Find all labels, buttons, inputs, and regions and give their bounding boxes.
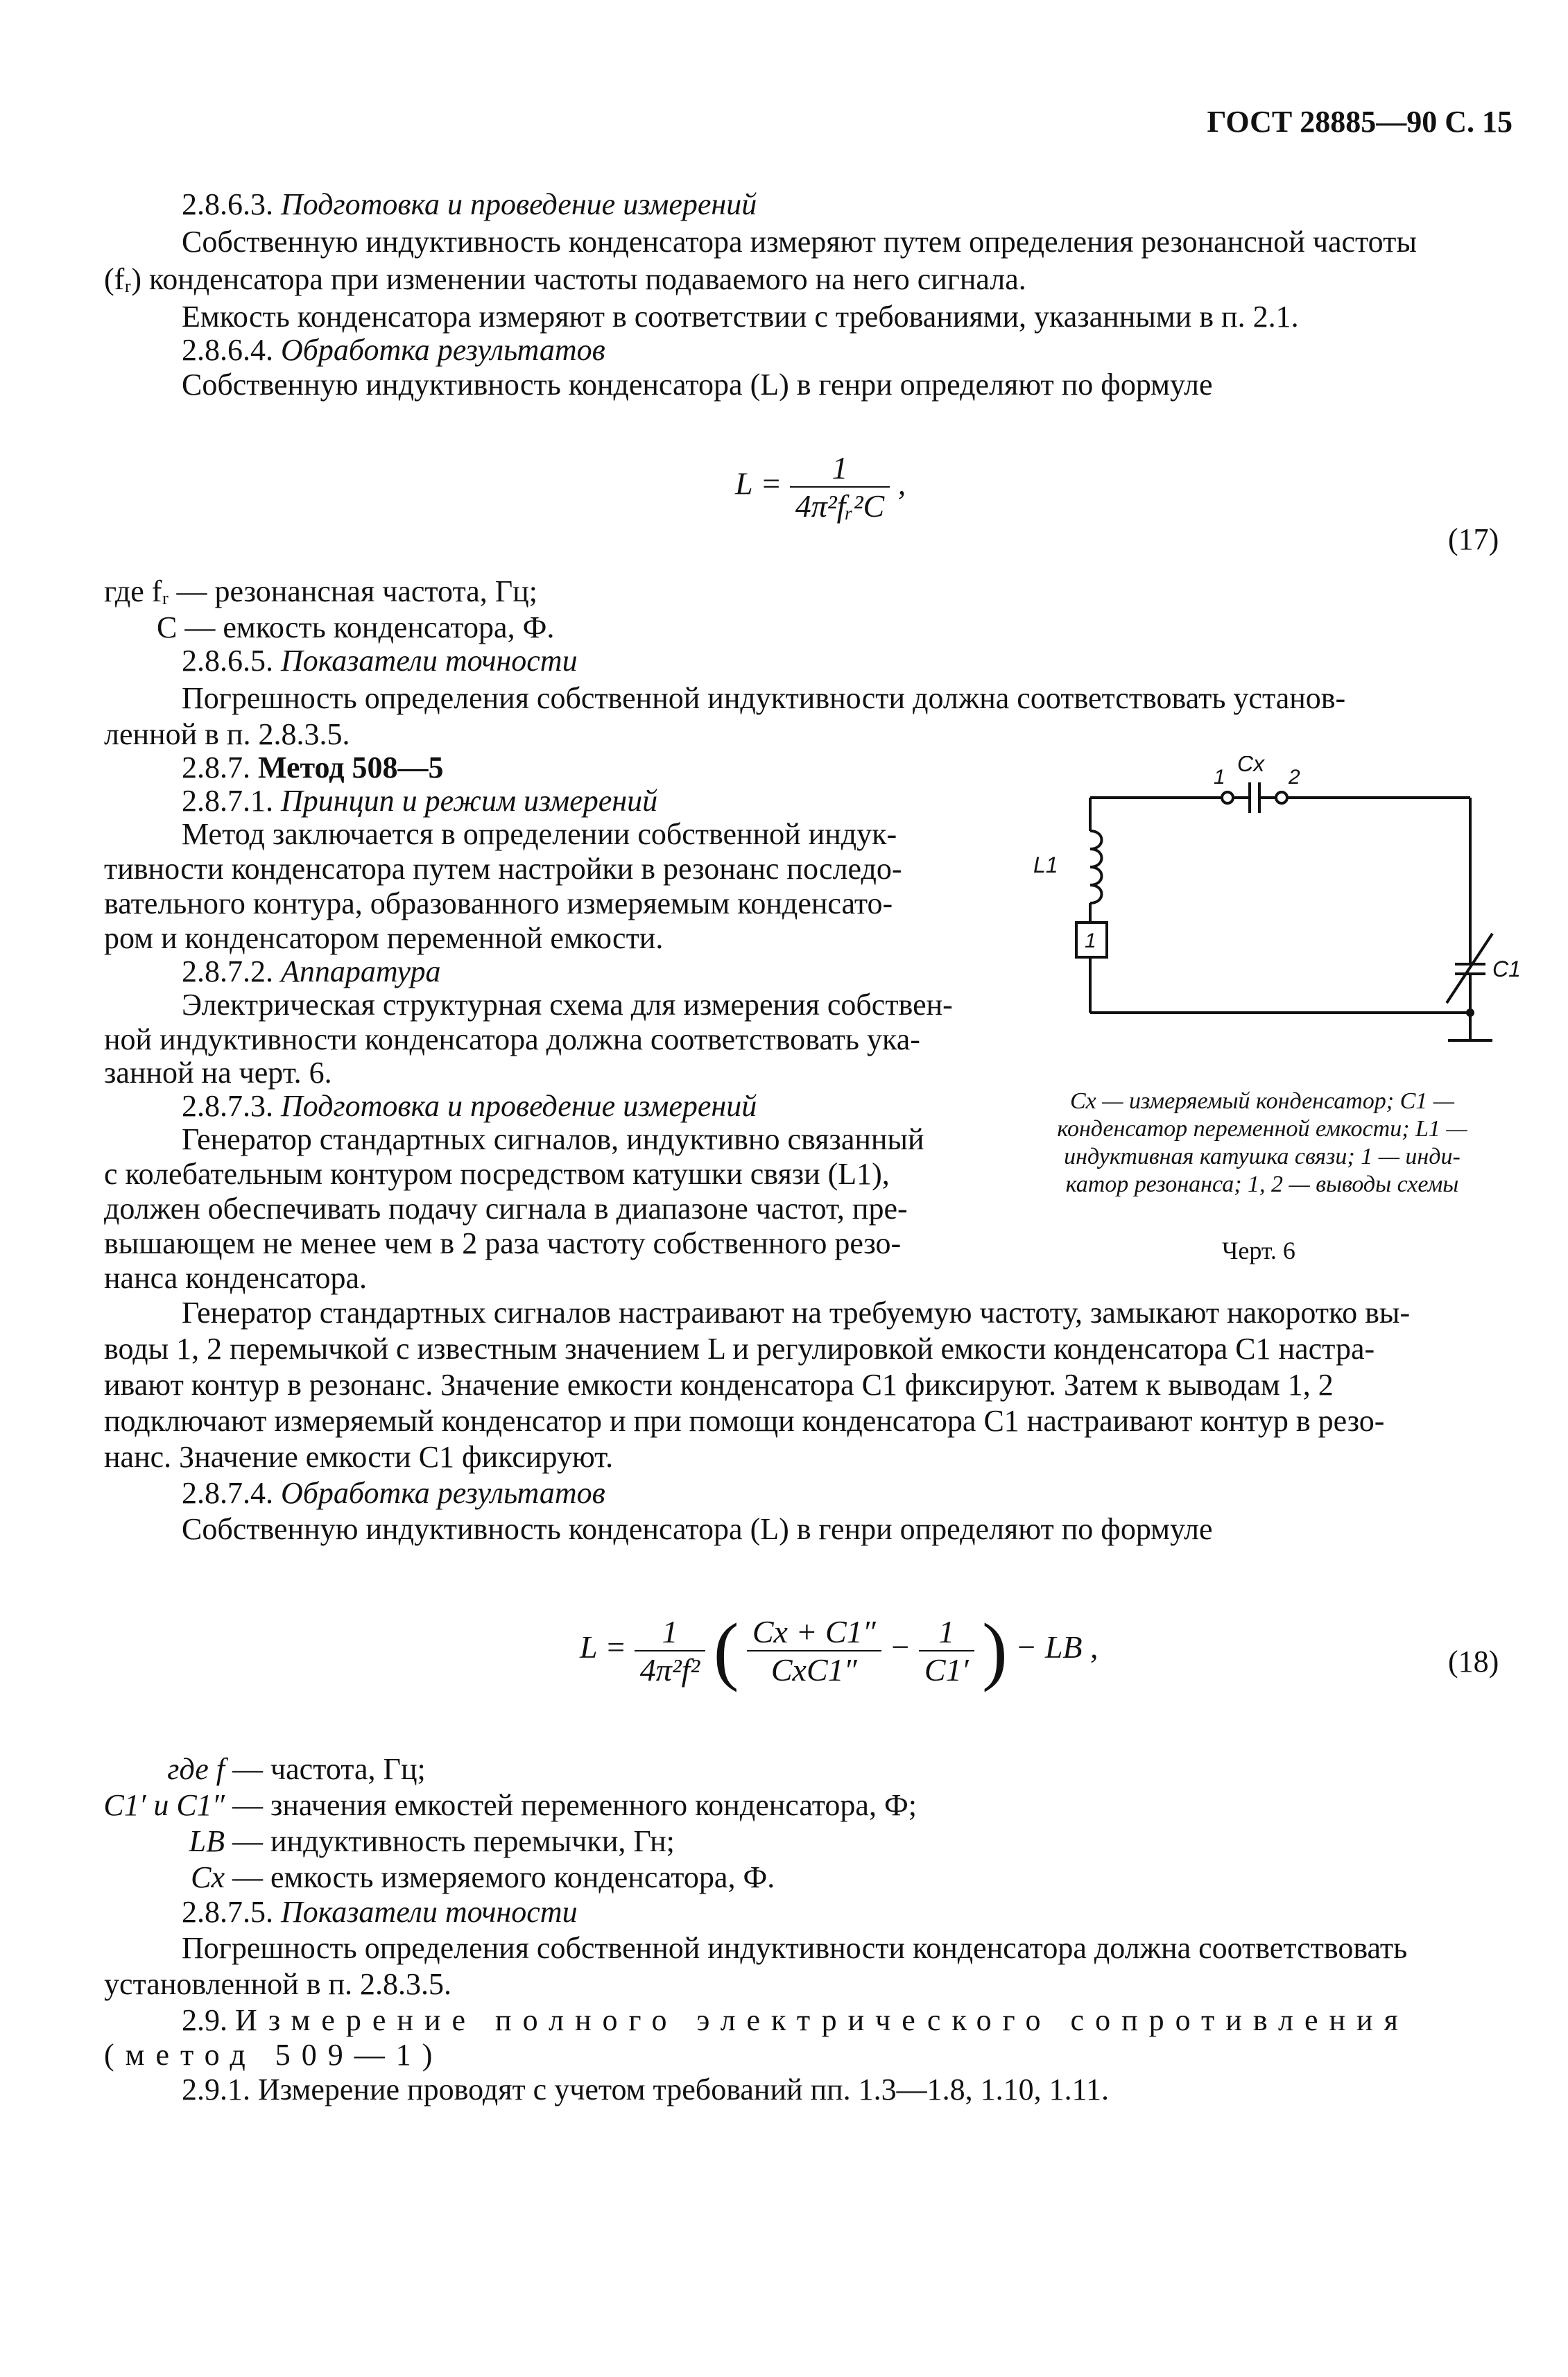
where-definition: — емкость измеряемого конденсатора, Ф. (232, 1860, 775, 1894)
fraction-numerator: 1 (919, 1613, 974, 1651)
formula-18 (580, 1606, 1099, 1694)
fraction-denominator: 4π²f² (639, 1651, 700, 1688)
section-number: 2.8.7.4. (182, 1476, 281, 1510)
equation-number-17: (17) (1448, 522, 1499, 556)
paragraph-line: нанс. Значение емкости C1 фиксируют. (104, 1440, 614, 1474)
paren-open: ( (713, 1608, 739, 1692)
section-number: 2.8.7.2. (182, 954, 281, 988)
section-subtitle: (метод 509—1) (104, 2038, 444, 2072)
section-heading-2-8-7-3 (182, 1088, 757, 1125)
paragraph-line: с колебательным контуром посредством катушки связи (L1), (104, 1157, 890, 1191)
formula-fraction (790, 449, 890, 524)
where-symbol: где f (167, 1752, 225, 1786)
equation-number-18: (18) (1448, 1645, 1499, 1679)
fraction-numerator: Cx + C1″ (747, 1613, 881, 1651)
section-number: 2.8.6.5. (182, 644, 281, 678)
paragraph-line: ром и конденсатором переменной емкости. (104, 921, 664, 955)
paragraph-line: Погрешность определения собственной индуктивности конденсатора должна соответствовать (182, 1931, 1408, 1965)
circuit-diagram (1026, 756, 1526, 1061)
paragraph-line: Метод заключается в определении собственной индук- (182, 817, 897, 851)
label-indicator: 1 (1085, 929, 1096, 952)
section-number: 2.8.7.5. (182, 1895, 281, 1929)
section-heading-2-9 (182, 2002, 1409, 2039)
paragraph-line: ной индуктивности конденсатора должна соответствовать ука- (104, 1022, 920, 1056)
paragraph-line: (fᵣ) конденсатора при изменении частоты подаваемого на него сигнала. (104, 262, 1026, 296)
section-heading-2-8-7-5 (182, 1894, 578, 1931)
caption-line: Cx — измеряемый конденсатор; C1 — (1069, 1088, 1455, 1114)
section-heading-2-8-6-4 (182, 332, 605, 369)
formula-17 (735, 449, 906, 524)
section-number: 2.9. (182, 2003, 227, 2037)
label-c1: C1 (1492, 956, 1521, 981)
paragraph-line: 2.9.1. Измерение проводят с учетом требований пп. 1.3—1.8, 1.10, 1.11. (182, 2073, 1110, 2106)
where-symbol: LB (189, 1824, 225, 1858)
where-definition: — частота, Гц; (232, 1752, 426, 1786)
section-title: Показатели точности (281, 1895, 578, 1929)
section-number: 2.8.6.4. (182, 333, 281, 367)
junction-dot (1466, 1009, 1474, 1017)
figure-caption (999, 1088, 1526, 1199)
paragraph-line: Емкость конденсатора измеряют в соответствии с требованиями, указанными в п. 2.1. (182, 300, 1299, 334)
where-line: C — емкость конденсатора, Ф. (157, 610, 555, 644)
where-definition: — значения емкостей переменного конденсатора, Ф; (232, 1788, 917, 1822)
label-pin-2: 2 (1289, 766, 1300, 789)
formula-comma: , (897, 465, 906, 501)
caption-line: индуктивная катушка связи; 1 — инди- (1064, 1144, 1461, 1169)
paragraph-line: Электрическая структурная схема для измерения собствен- (182, 988, 953, 1022)
section-number: 2.8.7. (182, 750, 258, 784)
where-definition: — индуктивность перемычки, Гн; (232, 1824, 675, 1858)
paragraph-line: воды 1, 2 перемычкой с известным значением L и регулировкой емкости конденсатора C1 настра- (104, 1332, 1375, 1366)
paragraph-line: ивают контур в резонанс. Значение емкости конденсатора C1 фиксируют. Затем к выводам 1, 2 (104, 1368, 1334, 1402)
terminal-2 (1276, 792, 1287, 803)
where-row (139, 1751, 426, 1788)
paragraph-line: Собственную индуктивность конденсатора измеряют путем определения резонансной частоты (182, 225, 1417, 259)
formula-fraction-3 (919, 1613, 974, 1688)
where-symbol: C1′ и C1″ (103, 1788, 225, 1822)
formula-fraction-1 (635, 1613, 705, 1688)
where-symbol: Cx (191, 1860, 225, 1894)
section-number: 2.8.6.3. (182, 187, 281, 221)
caption-line: конденсатор переменной емкости; L1 — (1057, 1116, 1467, 1142)
formula-minus: − (889, 1629, 911, 1665)
formula-lhs: L = (735, 465, 782, 501)
where-line (104, 573, 537, 610)
where-row (69, 1823, 675, 1860)
section-title: Измерение полного электрического сопротивления (235, 2003, 1409, 2037)
section-title: Подготовка и проведение измерений (281, 1089, 757, 1123)
formula-tail: − LB , (1015, 1629, 1099, 1665)
where-prefix: где (104, 574, 144, 608)
fraction-denominator: CxC1″ (770, 1651, 857, 1688)
paragraph-line: Погрешность определения собственной индуктивности должна соответствовать установ- (182, 681, 1346, 715)
label-pin-1: 1 (1214, 766, 1225, 789)
paragraph-line: должен обеспечивать подачу сигнала в диапазоне частот, пре- (104, 1192, 908, 1226)
paragraph-line: занной на черт. 6. (104, 1056, 332, 1090)
paren-close: ) (982, 1608, 1008, 1692)
section-title: Метод 508—5 (258, 750, 444, 784)
section-title: Обработка результатов (281, 1476, 605, 1510)
section-title: Показатели точности (281, 644, 578, 678)
paragraph-line: Собственную индуктивность конденсатора (L) в генри определяют по формуле (182, 368, 1213, 402)
paragraph-line: Генератор стандартных сигналов, индуктивно связанный (182, 1122, 924, 1156)
section-title: Обработка результатов (281, 333, 605, 367)
where-row (69, 1787, 917, 1824)
section-title: Аппаратура (281, 954, 441, 988)
coil-l1 (1090, 831, 1102, 903)
paragraph-line: подключают измеряемый конденсатор и при помощи конденсатора C1 настраивают контур в резо- (104, 1404, 1385, 1438)
fraction-denominator: 4π²fᵣ²C (795, 488, 885, 524)
figure-title: Черт. 6 (1222, 1237, 1295, 1264)
where-definition: fᵣ — резонансная частота, Гц; (151, 574, 537, 608)
section-number: 2.8.7.3. (182, 1089, 281, 1123)
fraction-numerator: 1 (790, 449, 890, 488)
section-heading-2-8-6-3 (182, 186, 757, 223)
section-heading-2-8-7 (182, 749, 444, 787)
fraction-denominator: C1′ (924, 1651, 969, 1688)
section-title: Подготовка и проведение измерений (281, 187, 757, 221)
paragraph-line: ленной в п. 2.8.3.5. (104, 717, 350, 751)
caption-line: катор резонанса; 1, 2 — выводы схемы (1065, 1172, 1459, 1197)
formula-fraction-2 (747, 1613, 881, 1688)
paragraph-line: Генератор стандартных сигналов настраивают на требуемую частоту, замыкают накоротко вы- (182, 1296, 1411, 1330)
label-l1: L1 (1033, 852, 1058, 877)
formula-lhs: L = (580, 1629, 627, 1665)
terminal-1 (1222, 792, 1233, 803)
paragraph-line: Собственную индуктивность конденсатора (L) в генри определяют по формуле (182, 1512, 1213, 1546)
paragraph-line: установленной в п. 2.8.3.5. (104, 1967, 452, 2001)
section-heading-2-8-7-4 (182, 1475, 605, 1512)
section-number: 2.8.7.1. (182, 784, 281, 818)
paragraph-line: тивности конденсатора путем настройки в резонанс последо- (104, 852, 902, 886)
fraction-numerator: 1 (635, 1613, 705, 1651)
section-heading-2-8-7-1 (182, 782, 657, 820)
section-title: Принцип и режим измерений (281, 784, 658, 818)
paragraph-line: вательного контура, образованного измеряемым конденсато- (104, 886, 893, 920)
paragraph-line: вышающем не менее чем в 2 раза частоту собственного резо- (104, 1226, 902, 1260)
page-header: ГОСТ 28885—90 С. 15 (1207, 105, 1513, 139)
paragraph-line: нанса конденсатора. (104, 1261, 368, 1295)
label-cx: Cx (1237, 756, 1265, 776)
section-heading-2-8-6-5 (182, 642, 578, 680)
section-heading-2-8-7-2 (182, 953, 441, 990)
where-row (69, 1859, 775, 1896)
